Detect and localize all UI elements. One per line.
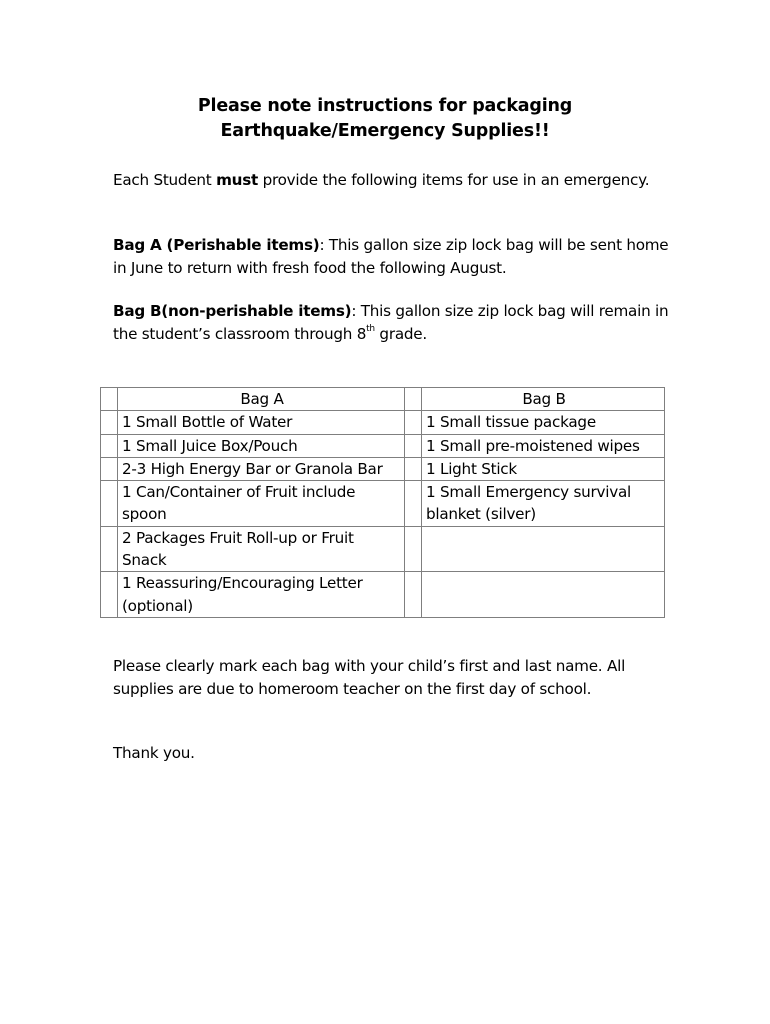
title-line-1: Please note instructions for packaging	[197, 96, 573, 116]
table-row	[101, 411, 665, 434]
bag-b-item: 1 Light Stick	[422, 457, 665, 480]
table-gutter-cell	[405, 434, 422, 457]
header-bag-a: Bag A	[118, 388, 405, 411]
bag-a-label: Bag A (Perishable items)	[113, 236, 320, 254]
header-bag-b: Bag B	[422, 388, 665, 411]
bag-a-item: 2-3 High Energy Bar or Granola Bar	[118, 457, 405, 480]
page-title	[0, 94, 770, 144]
bag-b-text-end: grade.	[374, 324, 427, 343]
table-gutter-cell	[101, 411, 118, 434]
title-line-2: Earthquake/Emergency Supplies!!	[220, 121, 550, 141]
table-gutter-cell	[405, 411, 422, 434]
bag-b-paragraph	[113, 300, 673, 345]
bag-a-item: 1 Reassuring/Encouraging Letter (optional)	[118, 572, 405, 618]
bag-a-item: 1 Small Juice Box/Pouch	[118, 434, 405, 457]
table-gutter-cell	[101, 572, 118, 618]
table-gutter-cell	[405, 388, 422, 411]
bag-b-superscript: th	[366, 324, 375, 335]
bag-b-item: 1 Small tissue package	[422, 411, 665, 434]
table-row	[101, 572, 665, 618]
intro-text-before: Each Student	[113, 171, 217, 189]
intro-paragraph	[113, 169, 673, 192]
bag-a-text: : This gallon size zip lock bag will be sent home in June to return with fresh food the following August.	[113, 236, 669, 277]
table-gutter-cell	[101, 526, 118, 572]
bag-b-item: 1 Small Emergency survival blanket (silver)	[422, 481, 665, 527]
table-gutter-cell	[405, 526, 422, 572]
table-gutter-cell	[101, 481, 118, 527]
table-gutter-cell	[405, 572, 422, 618]
bag-b-item	[422, 572, 665, 618]
bag-b-label: Bag B(non-perishable items)	[113, 302, 352, 320]
supplies-table	[100, 387, 665, 618]
table-gutter-cell	[101, 388, 118, 411]
table-gutter-cell	[101, 457, 118, 480]
table-header-row	[101, 388, 665, 411]
bag-a-item: 2 Packages Fruit Roll-up or Fruit Snack	[118, 526, 405, 572]
table-row	[101, 481, 665, 527]
bag-b-text: : This gallon size zip lock bag will remain in the student’s classroom through 8	[113, 302, 669, 343]
bag-a-item: 1 Can/Container of Fruit include spoon	[118, 481, 405, 527]
bag-a-item: 1 Small Bottle of Water	[118, 411, 405, 434]
bag-b-item	[422, 526, 665, 572]
table-gutter-cell	[101, 434, 118, 457]
thank-you-text: Thank you.	[113, 744, 195, 762]
table-row	[101, 457, 665, 480]
bag-b-item: 1 Small pre-moistened wipes	[422, 434, 665, 457]
closing-paragraph: Please clearly mark each bag with your child’s first and last name. All supplies are due to homeroom teacher on the first day of school.	[113, 657, 626, 698]
table-row	[101, 434, 665, 457]
table-row	[101, 526, 665, 572]
intro-emphasis: must	[216, 171, 259, 189]
intro-text-after: provide the following items for use in an emergency.	[258, 171, 650, 189]
table-gutter-cell	[405, 457, 422, 480]
bag-a-paragraph	[113, 234, 673, 279]
table-gutter-cell	[405, 481, 422, 527]
